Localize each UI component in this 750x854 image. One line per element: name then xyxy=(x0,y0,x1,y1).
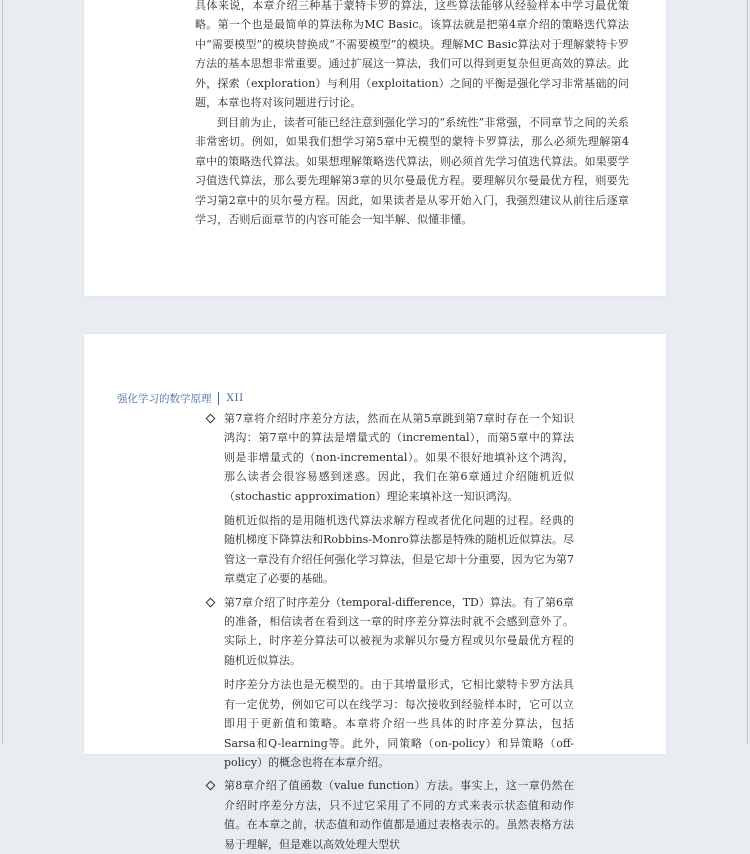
diamond-bullet-icon xyxy=(206,781,216,791)
running-header xyxy=(117,390,244,406)
body-paragraph: 具体来说，本章介绍三种基于蒙特卡罗的算法，这些算法能够从经验样本中学习最优策略。第一个也是最简单的算法称为MC Basic。该算法就是把第4章介绍的策略迭代算法中“需要模型”的模块替换成“不需要模型”的模块。理解MC Basic算法对于理解蒙特卡罗方法的基本思想非常重要。通过扩展这一算法，我们可以得到更复杂但更高效的算法。此外，探索（exploration）与利用（exploitation）之间的平衡是强化学习非常基础的问题，本章也将对该问题进行讨论。 xyxy=(195,0,629,110)
book-page-current xyxy=(84,334,666,851)
list-item-text: 第7章介绍了时序差分（temporal-difference，TD）算法。有了第6章的准备，相信读者在看到这一章的时序差分算法时就不会感到意外了。实际上，时序差分算法可以被视为求解贝尔曼方程或贝尔曼最优方程的随机近似算法。 xyxy=(224,595,574,667)
page-number: XII xyxy=(226,392,244,404)
body-paragraph: 到目前为止，读者可能已经注意到强化学习的“系统性”非常强，不同章节之间的关系非常密切。例如，如果我们想学习第5章中无模型的蒙特卡罗算法，那么必须先理解第4章中的策略迭代算法。如果想理解策略迭代算法，则必须首先学习值迭代算法。如果要学习值迭代算法，那么要先理解第3章的贝尔曼最优方程。要理解贝尔曼最优方程，则要先学习第2章中的贝尔曼方程。因此，如果读者是从零开始入门，我强烈建议从前往后逐章学习，否则后面章节的内容可能会一知半解、似懂非懂。 xyxy=(195,116,629,227)
list-item-text: 时序差分方法也是无模型的。由于其增量形式，它相比蒙特卡罗方法具有一定优势，例如它可以在线学习：每次接收到经验样本时，它可以立即用于更新值和策略。本章将介绍一些具体的时序差分算法，包括Sarsa和Q-learning等。此外，同策略（on-policy）和异策略（off-policy）的概念也将在本章介绍。 xyxy=(224,678,574,769)
list-item xyxy=(202,593,574,773)
chapter-summary-list xyxy=(202,409,574,854)
viewer-right-border xyxy=(747,0,748,744)
diamond-bullet-icon xyxy=(206,597,216,607)
list-item xyxy=(202,409,574,589)
list-item xyxy=(202,776,574,854)
list-item-text: 第7章将介绍时序差分方法，然而在从第5章跳到第7章时存在一个知识鸿沟：第7章中的算法是增量式的（incremental），而第5章中的算法则是非增量式的（non-incremental）。如果不很好地填补这个鸿沟，那么读者会很容易感到迷惑。因此，我们在第6章通过介绍随机近似（stochastic approximation）理论来填补这一知识鸿沟。 xyxy=(224,412,574,503)
list-item-text: 随机近似指的是用随机迭代算法求解方程或者优化问题的过程。经典的随机梯度下降算法和Robbins-Monro算法都是特殊的随机近似算法。尽管这一章没有介绍任何强化学习算法，但是它却十分重要，因为它为第7章奠定了必要的基础。 xyxy=(224,514,574,586)
book-title: 强化学习的数学原理 xyxy=(117,392,212,405)
diamond-bullet-icon xyxy=(206,414,216,424)
list-item-text: 第8章介绍了值函数（value function）方法。事实上，这一章仍然在介绍时序差分方法，只不过它采用了不同的方式来表示状态值和动作值。在本章之前，状态值和动作值都是通过表格表示的。虽然表格方法易于理解，但是难以高效处理大型状 xyxy=(224,779,574,851)
viewer-left-border xyxy=(2,0,3,744)
book-page-previous xyxy=(84,0,666,296)
header-separator xyxy=(218,392,219,405)
